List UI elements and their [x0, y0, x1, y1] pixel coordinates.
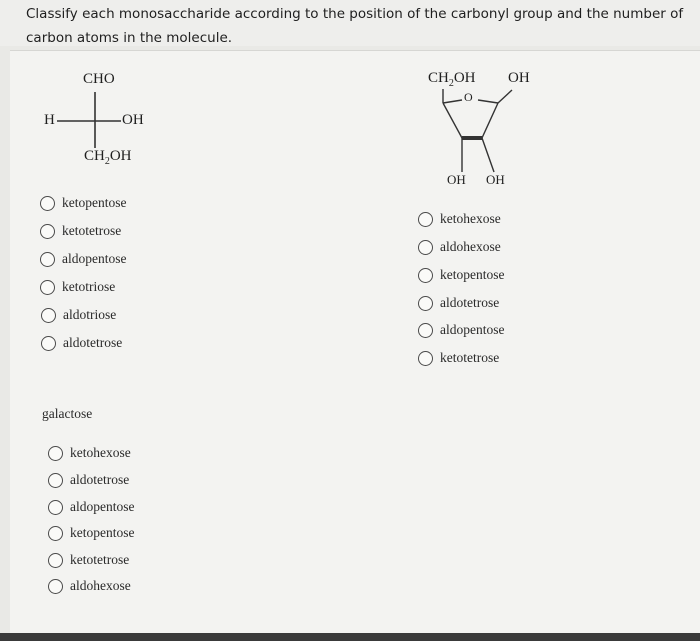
option-label: ketopentose — [70, 525, 135, 540]
structure2-bottom-right-oh: OH — [486, 172, 505, 187]
structure2-bottom-left-oh: OH — [447, 172, 466, 187]
radio-button[interactable] — [418, 351, 433, 366]
option-label: ketotetrose — [440, 350, 500, 365]
q1-option-aldotriose[interactable] — [41, 307, 116, 323]
radio-button[interactable] — [418, 268, 433, 283]
option-label: aldopentose — [70, 499, 135, 514]
q1-option-ketotriose[interactable] — [40, 279, 115, 295]
q3-option-ketohexose[interactable] — [48, 445, 131, 461]
radio-button[interactable] — [418, 296, 433, 311]
radio-button[interactable] — [48, 473, 63, 488]
q2-option-ketotetrose[interactable] — [418, 350, 499, 366]
q3-option-aldopentose[interactable] — [48, 499, 134, 515]
q3-option-aldohexose[interactable] — [48, 578, 131, 594]
bottom-bar — [0, 633, 700, 641]
structure1-left-group: H — [44, 112, 55, 128]
option-label: aldotetrose — [440, 295, 500, 310]
q2-option-aldopentose[interactable] — [418, 322, 504, 338]
radio-button[interactable] — [418, 212, 433, 227]
structure2-ring-oxygen: O — [464, 90, 473, 104]
option-label: aldohexose — [440, 239, 501, 254]
q3-option-ketotetrose[interactable] — [48, 552, 129, 568]
option-label: aldotetrose — [70, 472, 130, 487]
q1-option-ketotetrose[interactable] — [40, 223, 121, 239]
radio-button[interactable] — [40, 224, 55, 239]
radio-button[interactable] — [40, 280, 55, 295]
structure2-ring-bonds — [0, 0, 700, 200]
option-label: ketohexose — [70, 445, 131, 460]
radio-button[interactable] — [48, 579, 63, 594]
radio-button[interactable] — [48, 500, 63, 515]
q2-option-aldotetrose[interactable] — [418, 295, 499, 311]
radio-button[interactable] — [41, 308, 56, 323]
structure2-top-oh: OH — [508, 70, 530, 86]
radio-button[interactable] — [418, 323, 433, 338]
q1-option-ketopentose[interactable] — [40, 195, 126, 211]
structure1-bottom-group: $CH_2OH$ — [84, 148, 132, 167]
option-label: ketohexose — [440, 211, 501, 226]
radio-button[interactable] — [40, 196, 55, 211]
radio-button[interactable] — [48, 553, 63, 568]
structure1-top-group: CHO — [83, 71, 115, 87]
option-label: ketopentose — [440, 267, 505, 282]
radio-button[interactable] — [41, 336, 56, 351]
q2-option-ketohexose[interactable] — [418, 211, 501, 227]
option-label: ketotriose — [62, 279, 116, 294]
galactose-label: galactose — [42, 406, 93, 421]
q1-option-aldopentose[interactable] — [40, 251, 126, 267]
q3-option-aldotetrose[interactable] — [48, 472, 129, 488]
option-label: aldotriose — [63, 307, 117, 322]
radio-button[interactable] — [48, 526, 63, 541]
option-label: aldotetrose — [63, 335, 123, 350]
option-label: aldopentose — [440, 322, 505, 337]
option-label: aldohexose — [70, 578, 131, 593]
q2-option-ketopentose[interactable] — [418, 267, 504, 283]
radio-button[interactable] — [418, 240, 433, 255]
q3-option-ketopentose[interactable] — [48, 525, 134, 541]
structure2-ch2oh-group: $CH_2OH$ — [428, 70, 476, 89]
question-instructions: Classify each monosaccharide according to the position of the carbonyl group and the number of carbon atoms in the molecule. — [26, 6, 684, 46]
option-label: ketopentose — [62, 195, 127, 210]
q2-option-aldohexose[interactable] — [418, 239, 501, 255]
option-label: ketotetrose — [62, 223, 122, 238]
q1-option-aldotetrose[interactable] — [41, 335, 122, 351]
option-label: ketotetrose — [70, 552, 130, 567]
option-label: aldopentose — [62, 251, 127, 266]
radio-button[interactable] — [40, 252, 55, 267]
structure1-right-group: OH — [122, 112, 144, 128]
radio-button[interactable] — [48, 446, 63, 461]
